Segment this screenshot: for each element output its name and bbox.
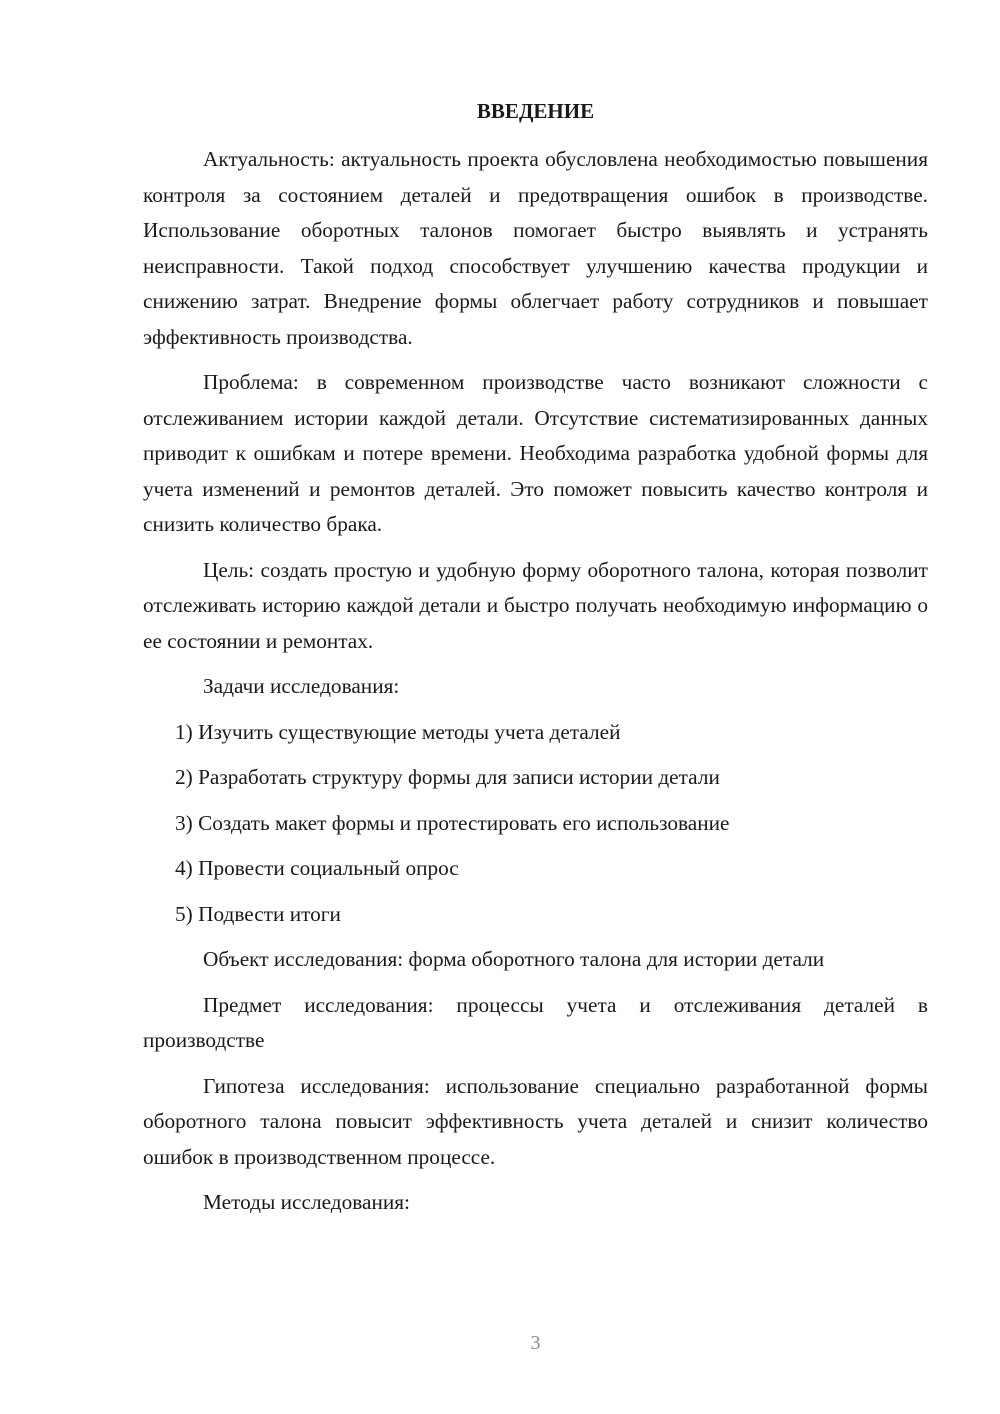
list-item: 5) Подвести итоги xyxy=(175,901,341,926)
paragraph-subject: Предмет исследования: процессы учета и отслеживания деталей в производстве xyxy=(143,992,928,1052)
methods-heading: Методы исследования: xyxy=(203,1190,410,1214)
document-body xyxy=(143,142,928,1231)
paragraph-hypothesis: Гипотеза исследования: использование специально разработанной формы оборотного талона повысит эффективность учета деталей и снизит количество ошибок в производственном процессе. xyxy=(143,1073,928,1169)
page-number: 3 xyxy=(530,1332,541,1354)
paragraph-goal: Цель: создать простую и удобную форму оборотного талона, которая позволит отслеживать историю каждой детали и быстро получать необходимую информацию о ее состоянии и ремонтах. xyxy=(143,557,928,653)
list-item: 2) Разработать структуру формы для записи истории детали xyxy=(175,765,720,789)
list-item: 4) Провести социальный опрос xyxy=(175,856,459,880)
paragraph-object: Объект исследования: форма оборотного талона для истории детали xyxy=(203,947,825,971)
list-item: 1) Изучить существующие методы учета деталей xyxy=(175,719,621,744)
page-title: ВВЕДЕНИЕ xyxy=(476,99,595,123)
paragraph-problem: Проблема: в современном производстве часто возникают сложности с отслеживанием истории каждой детали. Отсутствие систематизированных данных приводит к ошибкам и потере времени. Необходима разработка удобной формы для учета изменений и ремонтов деталей. Это поможет повысить качество контроля и снизить количество брака. xyxy=(143,370,928,536)
list-item: 3) Создать макет формы и протестировать его использование xyxy=(175,810,730,835)
paragraph-relevance: Актуальность: актуальность проекта обусловлена необходимостью повышения контроля за состоянием деталей и предотвращения ошибок в производстве. Использование оборотных талонов помогает быстро выявлять и устранять неисправности. Такой подход способствует улучшению качества продукции и снижению затрат. Внедрение формы облегчает работу сотрудников и повышает эффективность производства. xyxy=(143,147,928,349)
tasks-heading: Задачи исследования: xyxy=(203,674,400,698)
document-page xyxy=(143,0,928,1414)
